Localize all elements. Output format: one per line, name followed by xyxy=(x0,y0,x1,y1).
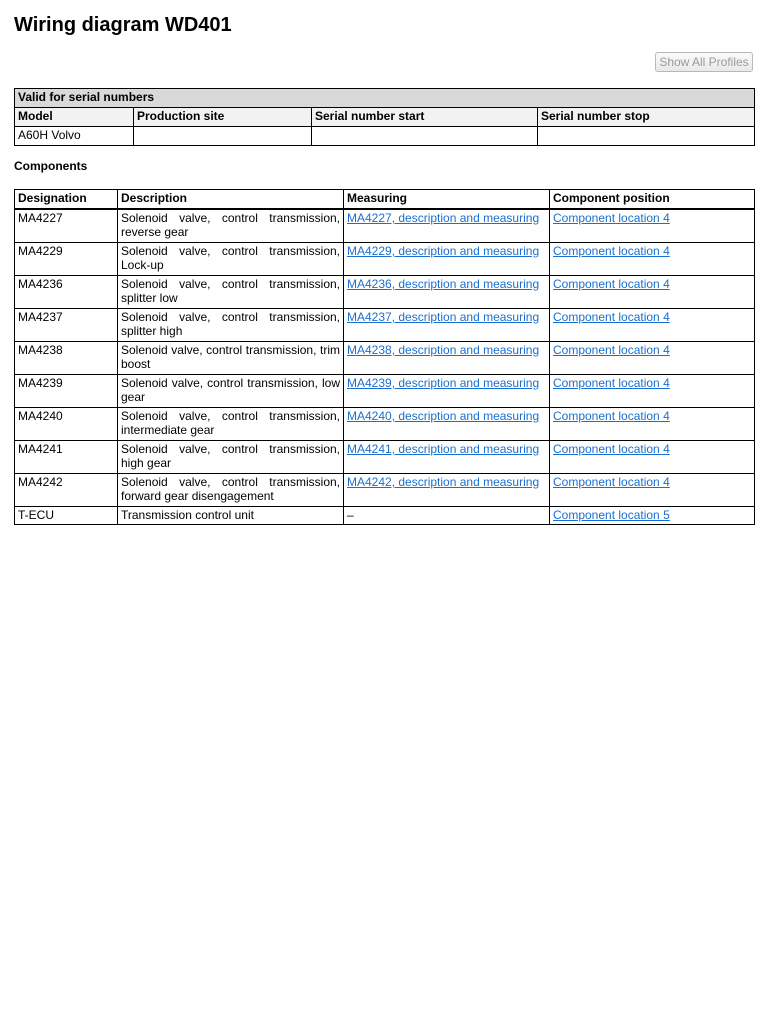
table-row xyxy=(15,209,755,243)
measuring-link[interactable]: MA4241, description and measuring xyxy=(347,442,540,456)
table-row xyxy=(15,474,755,507)
measuring-cell xyxy=(344,209,550,243)
component-position-cell xyxy=(550,375,755,408)
column-header-designation: Designation xyxy=(15,190,118,210)
designation-cell: MA4236 xyxy=(15,276,118,309)
component-position-cell xyxy=(550,342,755,375)
component-position-cell xyxy=(550,209,755,243)
measuring-cell xyxy=(344,375,550,408)
measuring-link[interactable]: MA4242, description and measuring xyxy=(347,475,540,489)
column-header-component-position: Component position xyxy=(550,190,755,210)
table-row xyxy=(15,309,755,342)
table-row xyxy=(15,342,755,375)
table-row xyxy=(15,507,755,525)
measuring-link[interactable]: MA4237, description and measuring xyxy=(347,310,540,324)
designation-cell: T-ECU xyxy=(15,507,118,525)
description-cell: Solenoid valve, control transmission, trim boost xyxy=(118,342,344,375)
component-location-link[interactable]: Component location 4 xyxy=(553,343,670,357)
model-cell: A60H Volvo xyxy=(15,127,134,146)
description-cell: Transmission control unit xyxy=(118,507,344,525)
serial-table-caption-row xyxy=(15,89,755,108)
designation-cell: MA4239 xyxy=(15,375,118,408)
serial-start-cell xyxy=(312,127,538,146)
show-all-profiles-button[interactable]: Show All Profiles xyxy=(655,52,753,72)
table-row xyxy=(15,408,755,441)
designation-cell: MA4229 xyxy=(15,243,118,276)
measuring-link[interactable]: MA4238, description and measuring xyxy=(347,343,540,357)
production-site-cell xyxy=(134,127,312,146)
measuring-cell xyxy=(344,309,550,342)
component-position-cell xyxy=(550,507,755,525)
measuring-link[interactable]: MA4239, description and measuring xyxy=(347,376,540,390)
designation-cell: MA4242 xyxy=(15,474,118,507)
table-row xyxy=(15,276,755,309)
description-cell: Solenoid valve, control transmission, forward gear disengagement xyxy=(118,474,344,507)
components-table xyxy=(14,189,755,525)
table-row xyxy=(15,127,755,146)
page-title: Wiring diagram WD401 xyxy=(14,14,232,36)
component-position-cell xyxy=(550,276,755,309)
designation-cell: MA4241 xyxy=(15,441,118,474)
component-location-link[interactable]: Component location 4 xyxy=(553,376,670,390)
designation-cell: MA4237 xyxy=(15,309,118,342)
component-position-cell xyxy=(550,408,755,441)
component-position-cell xyxy=(550,441,755,474)
component-location-link[interactable]: Component location 4 xyxy=(553,211,670,225)
component-location-link[interactable]: Component location 4 xyxy=(553,310,670,324)
column-header-production-site: Production site xyxy=(134,108,312,127)
measuring-cell xyxy=(344,276,550,309)
measuring-cell: – xyxy=(344,507,550,525)
serial-stop-cell xyxy=(538,127,755,146)
serial-table-caption: Valid for serial numbers xyxy=(15,89,755,108)
description-cell: Solenoid valve, control transmission, high gear xyxy=(118,441,344,474)
column-header-serial-start: Serial number start xyxy=(312,108,538,127)
measuring-link[interactable]: MA4227, description and measuring xyxy=(347,211,540,225)
description-cell: Solenoid valve, control transmission, Lock-up xyxy=(118,243,344,276)
measuring-link[interactable]: MA4229, description and measuring xyxy=(347,244,540,258)
component-position-cell xyxy=(550,243,755,276)
component-location-link[interactable]: Component location 5 xyxy=(553,508,670,522)
designation-cell: MA4238 xyxy=(15,342,118,375)
designation-cell: MA4227 xyxy=(15,209,118,243)
description-cell: Solenoid valve, control transmission, splitter low xyxy=(118,276,344,309)
component-position-cell xyxy=(550,474,755,507)
designation-cell: MA4240 xyxy=(15,408,118,441)
description-cell: Solenoid valve, control transmission, low gear xyxy=(118,375,344,408)
component-location-link[interactable]: Component location 4 xyxy=(553,409,670,423)
serial-numbers-table xyxy=(14,88,755,146)
serial-table-header-row xyxy=(15,108,755,127)
measuring-cell xyxy=(344,342,550,375)
column-header-measuring: Measuring xyxy=(344,190,550,210)
components-heading: Components xyxy=(14,159,88,173)
table-row xyxy=(15,441,755,474)
measuring-cell xyxy=(344,474,550,507)
description-cell: Solenoid valve, control transmission, intermediate gear xyxy=(118,408,344,441)
measuring-cell xyxy=(344,408,550,441)
description-cell: Solenoid valve, control transmission, reverse gear xyxy=(118,209,344,243)
component-location-link[interactable]: Component location 4 xyxy=(553,277,670,291)
description-cell: Solenoid valve, control transmission, splitter high xyxy=(118,309,344,342)
column-header-description: Description xyxy=(118,190,344,210)
component-location-link[interactable]: Component location 4 xyxy=(553,442,670,456)
column-header-model: Model xyxy=(15,108,134,127)
measuring-cell xyxy=(344,243,550,276)
table-row xyxy=(15,375,755,408)
measuring-cell xyxy=(344,441,550,474)
component-location-link[interactable]: Component location 4 xyxy=(553,244,670,258)
components-header-row xyxy=(15,190,755,210)
measuring-link[interactable]: MA4236, description and measuring xyxy=(347,277,540,291)
column-header-serial-stop: Serial number stop xyxy=(538,108,755,127)
measuring-link[interactable]: MA4240, description and measuring xyxy=(347,409,540,423)
component-position-cell xyxy=(550,309,755,342)
table-row xyxy=(15,243,755,276)
component-location-link[interactable]: Component location 4 xyxy=(553,475,670,489)
